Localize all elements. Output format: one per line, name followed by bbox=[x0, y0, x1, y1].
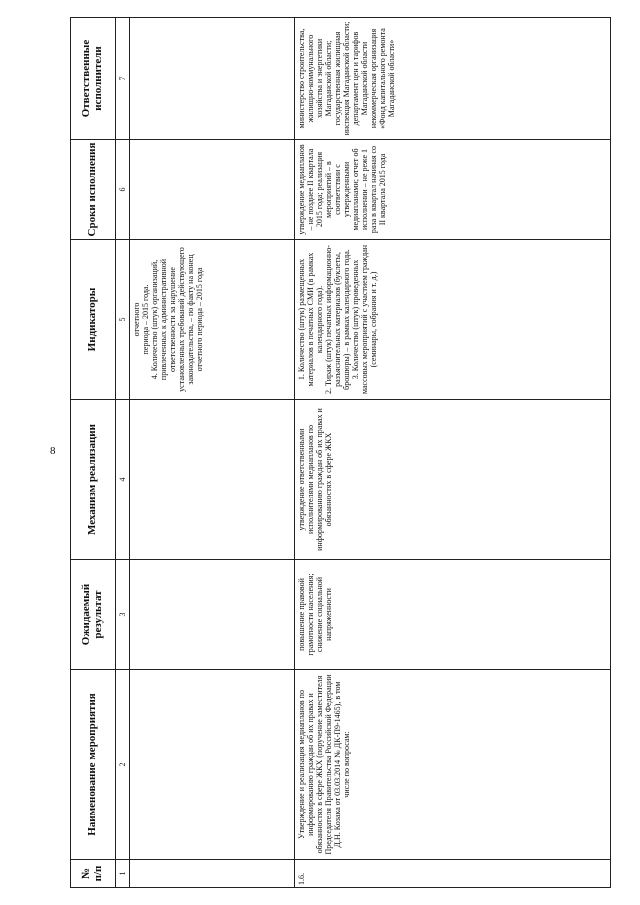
header-number: № п/п bbox=[71, 860, 116, 888]
row-indicators-cell: отчетного периода – 2015 года. 4. Количество (штук) организаций, привлеченных к административной ответственности за нарушение установленных требований действующего законодательства, – по факту на конец отчетного периода – 2015 года bbox=[130, 240, 295, 400]
row-name-cell: Утверждение и реализация медиапланов по информированию граждан об их правах и обязанностях в сфере ЖКХ (поручение заместителя Председателя Правительства Российской Федерации Д.Н. Козака от 03.03.2014 № ДК-П9-1465), в том числе по вопросам: bbox=[295, 670, 611, 860]
rotated-table-wrapper bbox=[70, 18, 610, 888]
row-deadline-cell bbox=[130, 140, 295, 240]
row-indicators-cell: 1. Количество (штук) размещенных материалов в печатных СМИ (в рамках календарного года). 2. Тираж (штук) печатных информационно-разъяснительных материалов (буклеты, брошюры) – в рамках календарного года. 3. Количество (штук) проведенных массовых мероприятий с участием граждан (семинары, собрания и т. д.) bbox=[295, 240, 611, 400]
table-row bbox=[295, 18, 611, 888]
row-executors-cell bbox=[130, 18, 295, 140]
row-name-cell bbox=[130, 670, 295, 860]
row-mechanism-cell bbox=[130, 400, 295, 560]
header-mechanism: Механизм реализации bbox=[71, 400, 116, 560]
measures-table bbox=[70, 17, 611, 888]
row-result-cell: повышение правовой грамотности населения; снижение социальной напряженности bbox=[295, 560, 611, 670]
header-indicators: Индикаторы bbox=[71, 240, 116, 400]
row-number-cell: 1.6. bbox=[295, 860, 611, 888]
header-result: Ожидаемый результат bbox=[71, 560, 116, 670]
column-number: 5 bbox=[116, 240, 130, 400]
column-number: 2 bbox=[116, 670, 130, 860]
header-row bbox=[71, 18, 116, 888]
row-mechanism-cell: утверждение ответственными исполнителями медиапланов по информированию граждан об их правах и обязанностях в сфере ЖКХ bbox=[295, 400, 611, 560]
column-number: 4 bbox=[116, 400, 130, 560]
header-name: Наименование мероприятия bbox=[71, 670, 116, 860]
row-result-cell bbox=[130, 560, 295, 670]
row-number-cell bbox=[130, 860, 295, 888]
column-number: 6 bbox=[116, 140, 130, 240]
table-page bbox=[70, 18, 610, 888]
column-number-row bbox=[116, 18, 130, 888]
table-row bbox=[130, 18, 295, 888]
row-executors-cell: министерство строительства, жилищно-коммунального хозяйства и энергетики Магаданской области; государственная жилищная инспекция Магаданской области; департамент цен и тарифов Магаданской области некоммерческая организация «Фонд капитального ремонта Магаданской области» bbox=[295, 18, 611, 140]
header-deadline: Сроки исполнения bbox=[71, 140, 116, 240]
column-number: 1 bbox=[116, 860, 130, 888]
column-number: 3 bbox=[116, 560, 130, 670]
row-deadline-cell: утверждение медиапланов – не позднее II квартала 2015 года; реализация мероприятий – в соответствии с утвержденными медиапланами; отчет об исполнении – не реже 1 раза в квартал начиная со II квартала 2015 года bbox=[295, 140, 611, 240]
column-number: 7 bbox=[116, 18, 130, 140]
page-number: 8 bbox=[50, 445, 56, 457]
header-executors: Ответственные исполнители bbox=[71, 18, 116, 140]
